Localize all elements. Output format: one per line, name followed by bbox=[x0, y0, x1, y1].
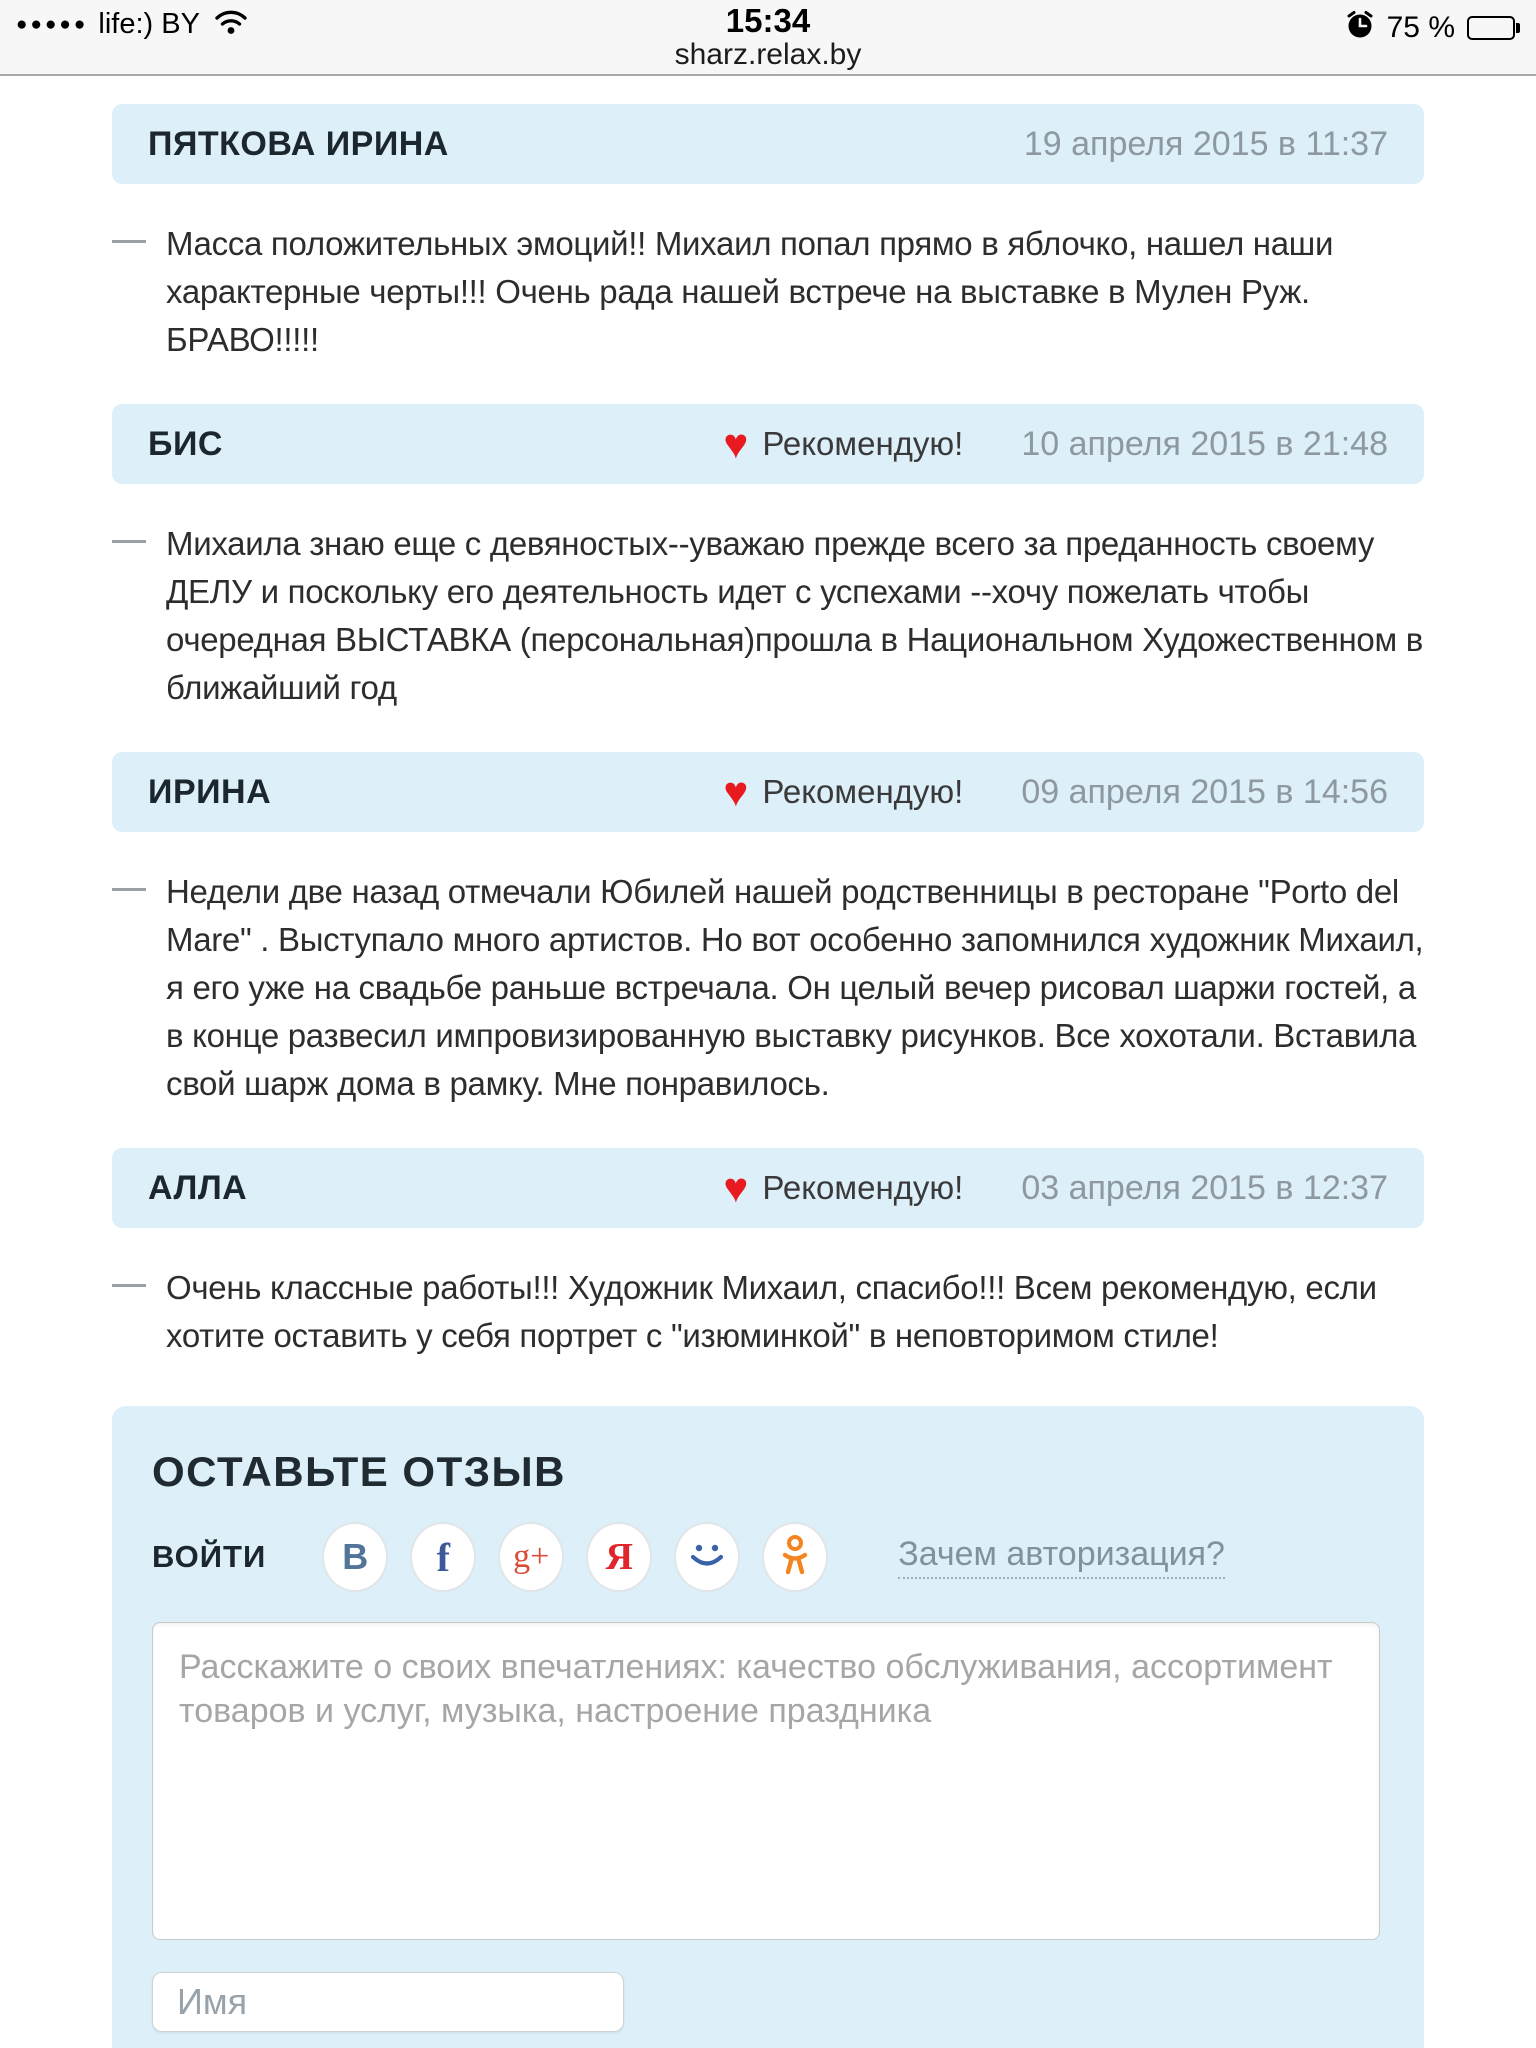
odnoklassniki-login-button[interactable] bbox=[762, 1522, 828, 1592]
recommend-badge bbox=[723, 768, 964, 815]
review-text: Масса положительных эмоций!! Михаил попал прямо в яблочко, нашел наши характерные черты!!! Очень рада нашей встрече на выставке в Мулен Руж. БРАВО!!!!! bbox=[166, 225, 1334, 358]
facebook-login-button[interactable] bbox=[410, 1522, 476, 1592]
quote-dash-icon bbox=[112, 1284, 146, 1287]
review-author: ПЯТКОВА ИРИНА bbox=[148, 124, 449, 163]
review-date: 10 апреля 2015 в 21:48 bbox=[1021, 424, 1388, 463]
review-author: АЛЛА bbox=[148, 1168, 248, 1207]
review-header bbox=[112, 752, 1424, 832]
safari-top-bar bbox=[0, 0, 1536, 76]
url-bar[interactable]: sharz.relax.by bbox=[674, 38, 862, 71]
review-item bbox=[112, 104, 1424, 364]
leave-review-title: ОСТАВЬТЕ ОТЗЫВ bbox=[152, 1448, 566, 1495]
google-plus-login-button[interactable] bbox=[498, 1522, 564, 1592]
review-date: 19 апреля 2015 в 11:37 bbox=[1023, 124, 1388, 163]
recommend-label: Рекомендую! bbox=[762, 425, 964, 462]
vk-login-button[interactable] bbox=[322, 1522, 388, 1592]
quote-dash-icon bbox=[112, 888, 146, 891]
yandex-icon: Я bbox=[605, 1536, 633, 1578]
name-input[interactable] bbox=[152, 1972, 624, 2032]
google-plus-icon: g+ bbox=[513, 1538, 550, 1575]
mailru-smiley-icon bbox=[687, 1540, 727, 1575]
alarm-clock-icon bbox=[1345, 10, 1375, 45]
review-header bbox=[112, 1148, 1424, 1228]
review-item bbox=[112, 752, 1424, 1108]
login-label: ВОЙТИ bbox=[152, 1539, 267, 1574]
carrier-label: life:) BY bbox=[98, 8, 200, 40]
review-date: 03 апреля 2015 в 12:37 bbox=[1021, 1168, 1388, 1207]
review-body bbox=[112, 1264, 1424, 1360]
review-body bbox=[112, 220, 1424, 364]
review-item bbox=[112, 404, 1424, 712]
review-header bbox=[112, 104, 1424, 184]
odnoklassniki-icon bbox=[781, 1534, 809, 1581]
review-author: ИРИНА bbox=[148, 772, 272, 811]
review-date: 09 апреля 2015 в 14:56 bbox=[1021, 772, 1388, 811]
review-author: БИС bbox=[148, 424, 223, 463]
status-right bbox=[1345, 10, 1520, 45]
quote-dash-icon bbox=[112, 240, 146, 243]
recommend-label: Рекомендую! bbox=[762, 1169, 964, 1206]
recommend-label: Рекомендую! bbox=[762, 773, 964, 810]
yandex-login-button[interactable] bbox=[586, 1522, 652, 1592]
reviews-list bbox=[112, 104, 1424, 1360]
review-header bbox=[112, 404, 1424, 484]
review-text: Михаила знаю еще с девяностых--уважаю прежде всего за преданность своему ДЕЛУ и поскольку его деятельность идет с успехами --хочу пожелать чтобы очередная ВЫСТАВКА (персональная)прошла в Национальном Художественном в ближайший год bbox=[166, 525, 1423, 706]
heart-icon: ♥ bbox=[723, 768, 749, 815]
review-body bbox=[112, 868, 1424, 1108]
mailru-login-button[interactable] bbox=[674, 1522, 740, 1592]
social-login-row bbox=[152, 1522, 1384, 1592]
heart-icon: ♥ bbox=[723, 1164, 749, 1211]
heart-icon: ♥ bbox=[723, 420, 749, 467]
review-text: Очень классные работы!!! Художник Михаил, спасибо!!! Всем рекомендую, если хотите оставить у себя портрет с "изюминкой" в неповторимом стиле! bbox=[166, 1269, 1377, 1354]
battery-icon bbox=[1467, 16, 1520, 40]
leave-review-section bbox=[112, 1406, 1424, 2048]
battery-percent-label: 75 % bbox=[1386, 10, 1455, 44]
recommend-badge bbox=[723, 1164, 964, 1211]
review-textarea[interactable] bbox=[152, 1622, 1380, 1940]
cell-signal-icon: ●●●●● bbox=[16, 13, 89, 35]
why-authorization-link[interactable]: Зачем авторизация? bbox=[898, 1535, 1225, 1579]
review-text: Недели две назад отмечали Юбилей нашей родственницы в ресторане "Porto del Mare" . Выступало много артистов. Но вот особенно запомнился художник Михаил, я его уже на свадьбе раньше встречала. Он целый вечер рисовал шаржи гостей, а в конце развесил импровизированную выставку рисунков. Все хохотали. Вставила свой шарж дома в рамку. Мне понравилось. bbox=[166, 873, 1424, 1102]
quote-dash-icon bbox=[112, 540, 146, 543]
vk-icon: В bbox=[342, 1536, 369, 1577]
review-item bbox=[112, 1148, 1424, 1360]
facebook-icon: f bbox=[436, 1534, 450, 1580]
status-clock: 15:34 bbox=[725, 2, 811, 39]
recommend-badge bbox=[723, 420, 964, 467]
review-body bbox=[112, 520, 1424, 712]
